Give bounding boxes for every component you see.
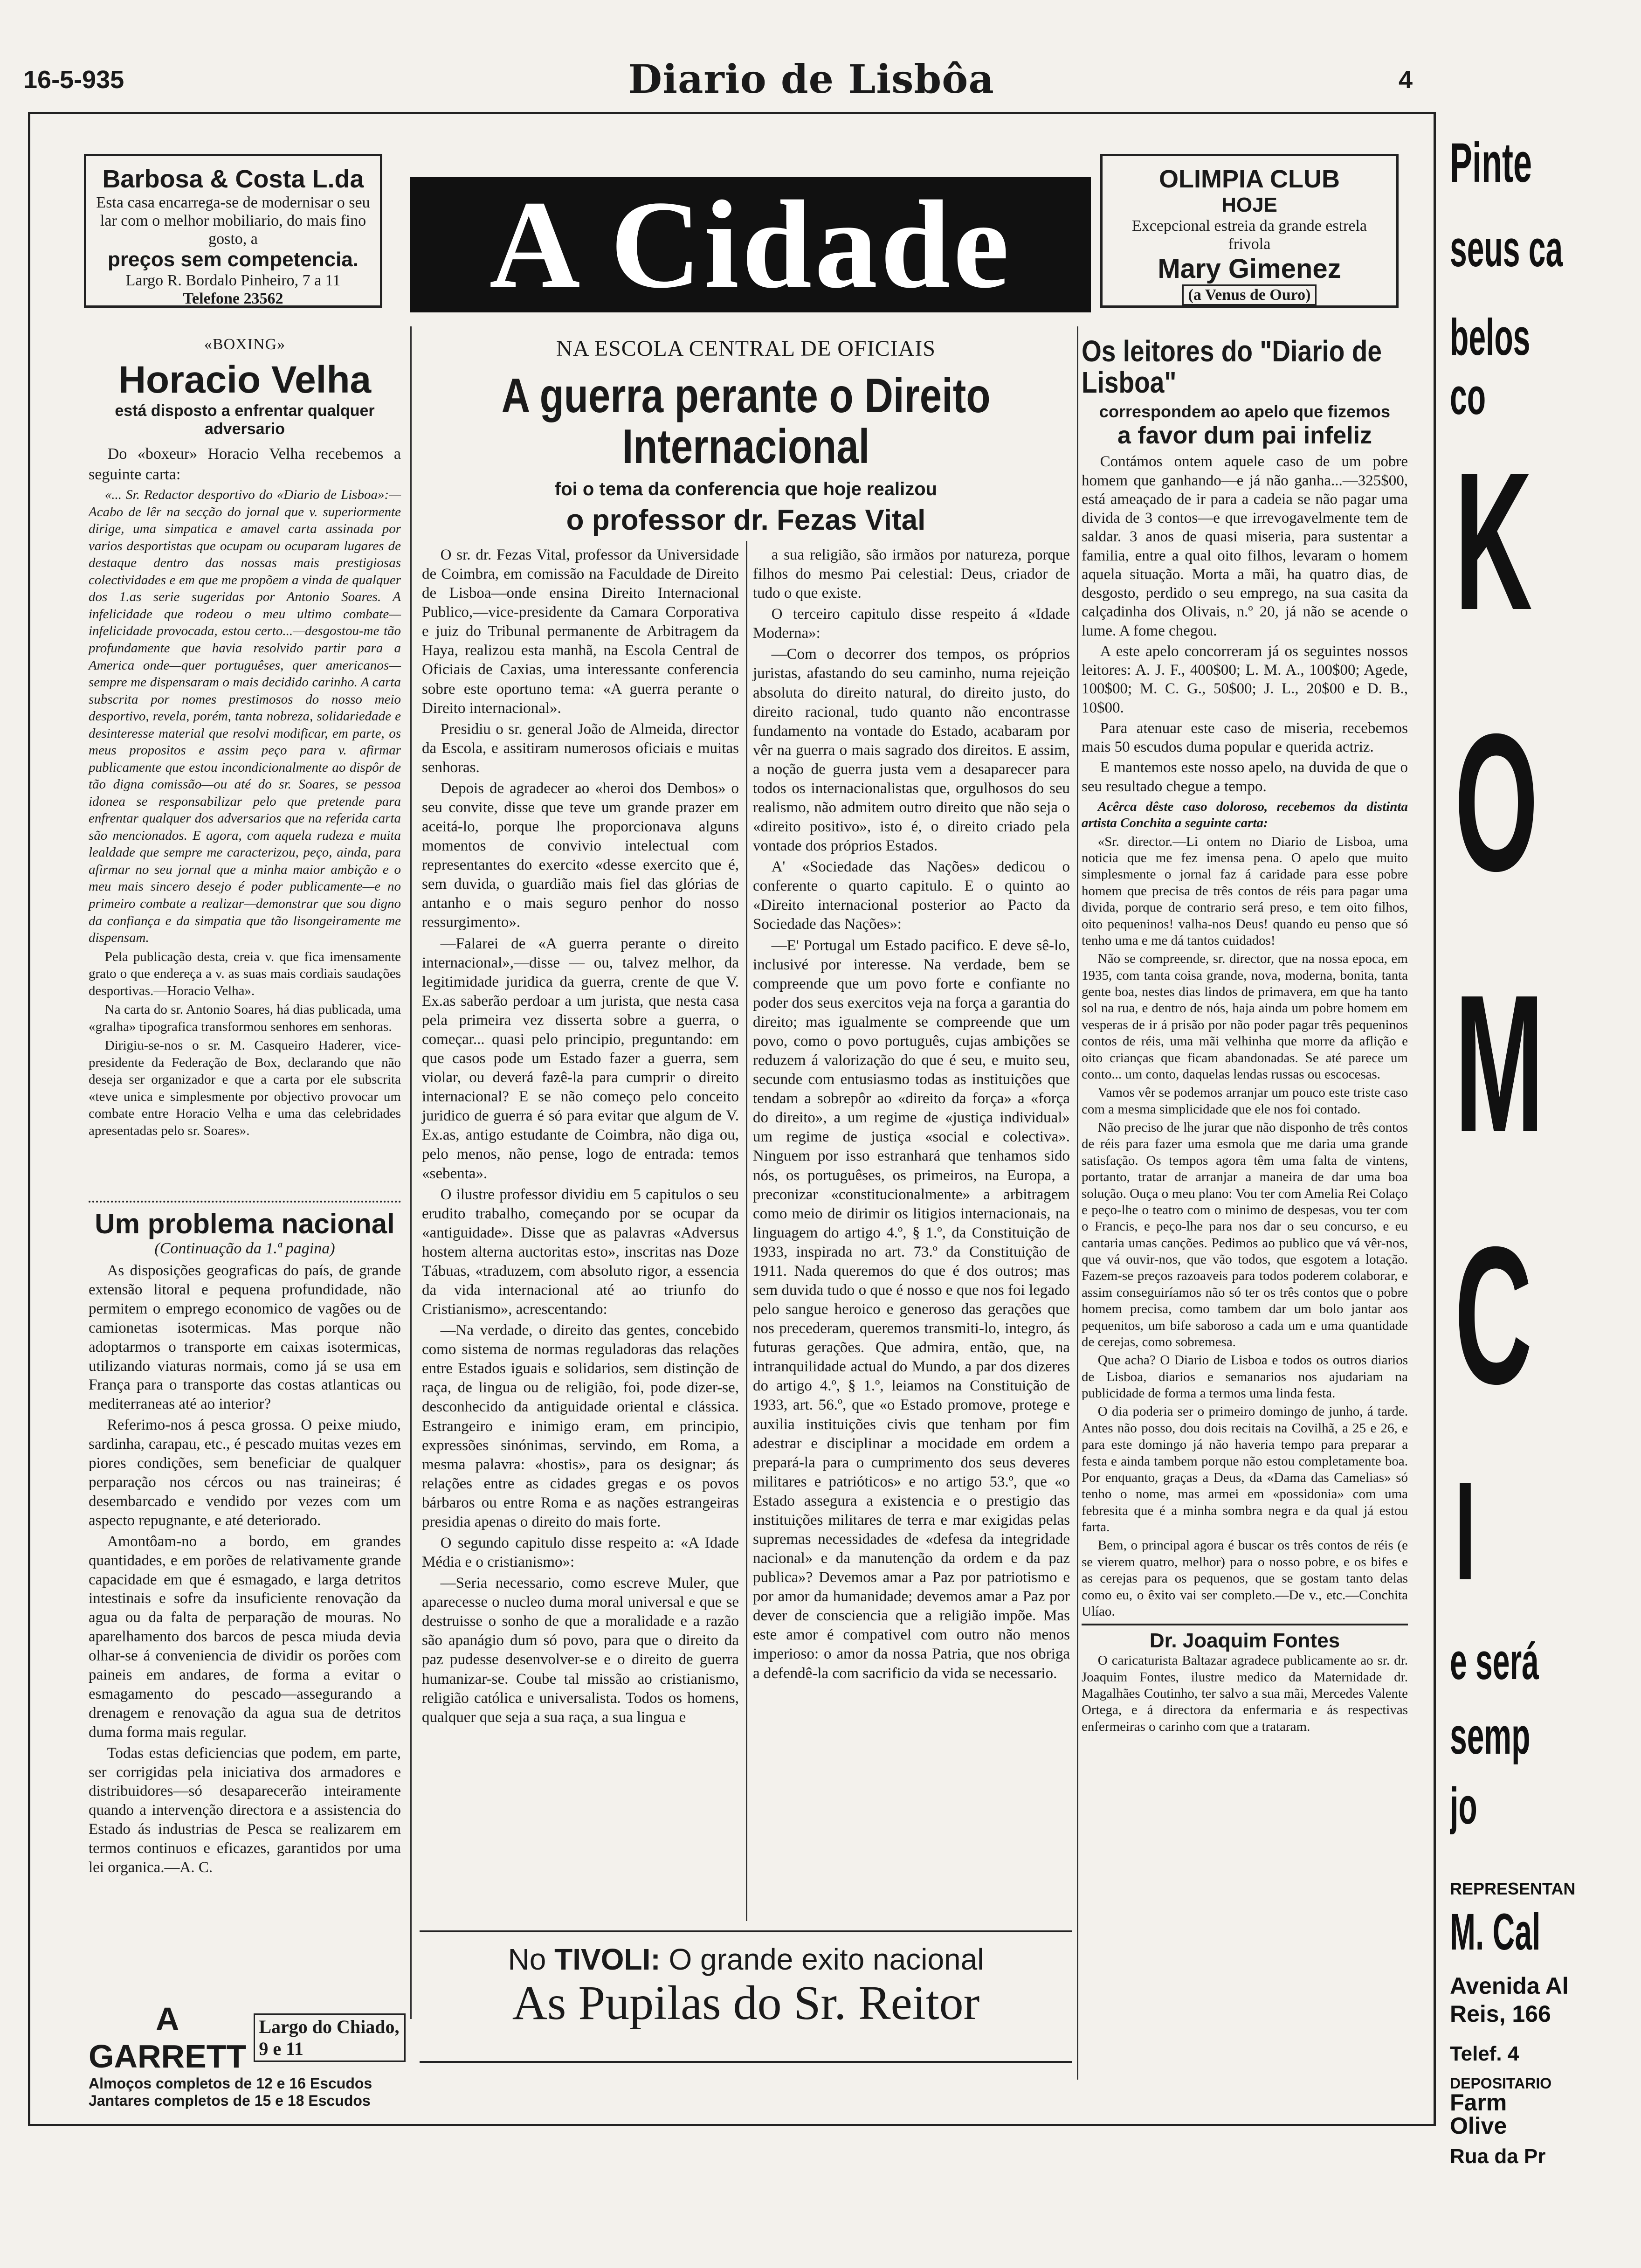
appeal-para-4: E mantemos este nosso apelo, na duvida de que o seu resultado chegue a tempo. — [1082, 759, 1408, 795]
conchita-letter-3: Vamos vêr se podemos arranjar um pouco este triste caso com a mesma simplicidade que ele nos foi contado. — [1082, 1085, 1408, 1117]
tivoli-ad — [420, 1942, 1072, 2030]
lecture-para-l: A' «Sociedade das Nações» dedicou o conferente o quarto capitulo. E o quinto ao «Direito internacional posterior ao Pacto da Sociedade das Nações»: — [753, 858, 1070, 933]
lecture-kicker: NA ESCOLA CENTRAL DE OFICIAIS — [556, 336, 936, 361]
fontes-body — [1082, 1653, 1408, 1735]
ad-barbosa-name: Barbosa & Costa L.da — [102, 165, 364, 193]
ad-olimpia-name: OLIMPIA CLUB — [1159, 165, 1340, 193]
lecture-para-m: —E' Portugal um Estado pacifico. E deve sê-lo, inclusivé por interesse. Na verdade, bem se compreende que um povo forte e confiante no poder dos seus exercitos veja na força a garantia do direito; mas igualmente se compreende que um povo, como o povo português, cujas ambições se reduzem á valorização do que é seu, e muito seu, secunde com entusiasmo todas as instituições que tendam a sobrepôr ao «direito da força» a «força do direito», a um regime de «justiça individual» um regime de justiça «social e colectiva». Ninguem por isso estranhará que tenhamos sido nós, os portuguêses, os primeiros, na Europa, a preconizar «constitucionalmente» a arbitragem como meio de dirimir os litigios internacionais, na linguagem do artigo 4.º, § 1.º, da Constituição de 1933, inspirada no art. 73.º da Constituição de 1911. Nada queremos do que é dos outros; mas sem duvida tudo o que é nosso e que nos foi legado pelo sangue heroico e generoso das gerações que nos precederam, queremos transmiti-lo, integro, ás futuras gerações. Que admira, então, que, na intranquilidade actual do Mundo, a par dos dizeres do artigo 4.º, § 1.º, leiamos na Constituição de 1933, art. 56.º, que «o Estado promove, protege e auxilia instituições civis que tenham por fim adestrar e disciplinar a mocidade em ordem a prepará-la para o cumprimento dos seus deveres militares e patrióticos» e no artigo 53.º, que «o Estado assegura a existencia e o prestigio das instituições militares de terra e mar exigidas pelas supremas necessidades de «defesa da integridade nacional» e da manutenção da ordem e da paz publica»? Devemos amar a Paz por patriotismo e por amor da humanidade; devemos amar a Paz por dever de consciencia que a religião impõe. Mas este amor é compativel com outro não menos imperioso: o amor da nossa Patria, que nos obriga a defendê-la com sacrificio da vida se necessario. — [753, 937, 1070, 1682]
frag-line-s2: semp — [1450, 1708, 1531, 1765]
lecture-para-h: —Seria necessario, como escreve Muler, que aparecesse o nucleo duma moral universal e que se destruisse o sonho de que a moralidade e a razão são apanágio dum só povo, para que o direito da paz pudesse desenvolver-se e o direito de guerra humanizar-se. Coube tal missão ao cristianismo, religião católica e universalista. Todos os homens, qualquer que seja a sua raça, a sua lingua e — [422, 1575, 739, 1726]
frag-letter-k: K — [1455, 432, 1532, 651]
ad-barbosa-line1: Esta casa encarrega-se de modernisar o seu lar com o melhor mobiliario, do mais fino gosto, a — [96, 194, 370, 248]
ad-garrett-address: Largo do Chiado, 9 e 11 — [254, 2013, 406, 2062]
lecture-speaker: o professor dr. Fezas Vital — [566, 504, 926, 537]
frag-letter-o: O — [1455, 693, 1538, 912]
appeal-subheadline: correspondem ao apelo que fizemos — [1099, 402, 1391, 422]
problem-paragraph-1: As disposições geograficas do país, de grande extensão litoral e pequena profundidade, não permitem o emprego economico de vagões ou de camionetas isotermicas. Mas porque não adoptarmos o transporte em caixas isotermicas, utilizando viaturas normais, como já se usa em França para o transporte das costas atlanticas ou mediterraneas até ao interior? — [89, 1262, 401, 1413]
ad-tivoli-tagline: O grande exito nacional — [669, 1943, 984, 1976]
lecture-article — [420, 336, 1072, 537]
problem-continuation: (Continuação da 1.ª pagina) — [154, 1240, 335, 1257]
newspaper-masthead: Diario de Lisbôa — [628, 56, 994, 102]
column-rule-2 — [746, 541, 747, 1921]
problem-paragraph-2: Referimo-nos á pesca grossa. O peixe miudo, sardinha, carapau, etc., é pescado muitas vezes em piores condições, sem beneficiar de qualquer perparação nos cércos ou nas traineiras; é desembarcado e vendido por vezes com um aspecto repugnante, e até deteriorado. — [89, 1417, 401, 1529]
boxing-letter-closing: Pela publicação desta, creia v. que fica imensamente grato o que endereça a v. as suas mais cordiais saudações desportivas.—Horacio Velha». — [89, 949, 401, 998]
frag-olive: Olive — [1450, 2113, 1507, 2136]
lecture-body-right — [753, 546, 1070, 1685]
boxing-letter — [89, 486, 401, 1139]
frag-farm: Farm — [1450, 2089, 1507, 2116]
lecture-para-e: O ilustre professor dividiu em 5 capitulos o seu erudito trabalho, começando por se ocupar da «antiguidade». Disse que as palavras «Adversus hostem alterna auctoritas esto», inscritas nas Doze Tábuas, «traduzem, com absoluto rigor, a essencia da vida internacional até ao triunfo do Cristianismo», acrescentando: — [422, 1186, 739, 1318]
lecture-para-j: O terceiro capitulo disse respeito á «Idade Moderna»: — [753, 606, 1070, 642]
fontes-paragraph: O caricaturista Baltazar agradece publicamente ao sr. dr. Joaquim Fontes, ilustre medico da Maternidade dr. Magalhães Coutinho, ter salvo a sua mãi, Mercedes Valente Ortega, e á directora da enfermaria e ás respectivas enfermeiras o carinho com que a trataram. — [1082, 1653, 1408, 1734]
frag-line-1: Pinte — [1450, 131, 1532, 194]
tivoli-top-rule — [420, 1930, 1072, 1932]
appeal-body — [1082, 452, 1408, 796]
lecture-headline: A guerra perante o Direito Internacional — [501, 369, 991, 474]
frag-line-3: belos co — [1450, 309, 1531, 425]
lecture-para-k: —Com o decorrer dos tempos, os próprios juristas, afastando do seu caminho, numa rejeição absoluta do direito natural, do direito justo, do direito racional, tudo quanto não encontrasse fundamento na vontade do Estado, acabaram por vêr na guerra o mais sagrado dos direitos. E assim, a noção de guerra justa vem a desaparecer para todos os internacionalistas que, orgulhosos do seu realismo, não admitem outro direito que não seja o «direito positivo», isto é, o direito criado pela vontade dos próprios Estados. — [753, 646, 1070, 855]
frag-mcal: M. Cal — [1450, 1903, 1541, 1961]
section-title: A Cidade — [410, 177, 1091, 312]
problem-paragraph-3: Amontôam-no a bordo, em grandes quantidades, e em porões de relativamente grande capacidade em que é esmagado, e larga detritos intestinais e sofre da insuficiente renovação da agua ou da falta de perparação de mouras. No aparelhamento dos barcos de pesca miuda devia olhar-se á conveniencia de dividir os porões com paineis em andares, de forma a evitar o esmagamento do pescado—assegurando a drenagem e renovação da agua sua de detritos duma forma mais regular. — [89, 1533, 401, 1741]
column-rule-1 — [410, 326, 412, 2019]
column-rule-3 — [1077, 326, 1078, 2080]
boxing-article — [89, 336, 401, 1141]
ad-olimpia-note: (a Venus de Ouro) — [1182, 284, 1317, 305]
olimpia-club-ad — [1100, 154, 1399, 308]
garrett-ad — [89, 2000, 406, 2109]
tivoli-bottom-rule — [420, 2061, 1072, 2063]
fontes-headline: Dr. Joaquim Fontes — [1149, 1629, 1340, 1653]
ad-barbosa-line3: Largo R. Bordalo Pinheiro, 7 a 11 — [125, 272, 341, 290]
boxing-kicker: «BOXING» — [204, 336, 286, 353]
appeal-headline: Os leitores do "Diario de Lisboa" — [1082, 334, 1382, 400]
frag-rua: Rua da Pr — [1450, 2145, 1546, 2168]
lecture-para-b: Presidiu o sr. general João de Almeida, director da Escola, e assitiram numerosos oficiais e muitas senhoras. — [422, 720, 739, 776]
problem-headline: Um problema nacional — [95, 1208, 395, 1239]
ad-barbosa-line2: preços sem competencia. — [107, 248, 359, 271]
ad-olimpia-star: Mary Gimenez — [1158, 254, 1341, 284]
frag-letter-i: I — [1455, 1452, 1476, 1609]
conchita-letter-6: O dia poderia ser o primeiro domingo de junho, á tarde. Antes não posso, dou dois recitais na Covilhã, a 25 e 26, e para este domingo já não haveria tempo para preparar a festa e ainda tambem porque não estou completamente boa. Por enquanto, graças a Deus, da «Dama das Camelias» só tenho o nome, mas armei em «possidonia» com uma febresita que é a minha sombra negra e da qual já estou farta. — [1082, 1404, 1408, 1535]
conchita-intro: Acêrca dêste caso doloroso, recebemos da distinta artista Conchita a seguinte carta: — [1082, 799, 1408, 831]
problem-article — [89, 1208, 401, 1879]
lecture-para-f: —Na verdade, o direito das gentes, concebido como sistema de normas reguladoras das relações entre Estados iguais e solidarios, sem distinção de raça, de lingua ou de religião, foi, pode dizer-se, desconhecido da antiguidade oriental e clássica. Estrangeiro e inimigo eram, em principio, expressões sinónimas, servindo, em Roma, a mesma palavra: «hostis», para os designar; ás relações entre as cidades gregas e os povos bárbaros ou entre Roma e as nações estrangeiras presidia apenas o direito do mais forte. — [422, 1322, 739, 1530]
conchita-letter-5: Que acha? O Diario de Lisboa e todos os outros diarios de Lisboa, diarios e semanarios nos ajudariam na publicidade de forma a termos uma linda festa. — [1082, 1353, 1408, 1401]
lecture-para-i: a sua religião, são irmãos por natureza, porque filhos do mesmo Pai celestial: Deus, criador de tudo o que existe. — [753, 546, 1070, 602]
boxing-subheadline: está disposto a enfrentar qualquer adversario — [115, 402, 375, 438]
problem-paragraph-4: Todas estas deficiencias que podem, em parte, ser corrigidas pela iniciativa dos armadores e distribuidores—só desaparecerão inteiramente quando a intervenção directora e a assistencia do Estado ás industrias de Pesca se realizarem em termos continuos e eficazes, garantidos por uma lei organica.—A. C. — [89, 1744, 401, 1876]
appeal-para-3: Para atenuar este caso de miseria, recebemos mais 50 escudos duma popular e querida actriz. — [1082, 719, 1408, 756]
boxing-intro — [89, 444, 401, 484]
ad-tivoli-pre: No — [508, 1943, 546, 1976]
problem-body — [89, 1261, 401, 1877]
lecture-para-d: —Falarei de «A guerra perante o direito internacional»,—disse — ou, talvez melhor, da legitimidade juridica da guerra, crente de que V. Ex.as saberão perdoar a um jurista, que nesta casa pela primeira vez disserta sobre a guerra, o começar... quasi pelo principio, preguntando: em que casos pode um Estado fazer a guerra, sem violar, ou deverá fazê-la para cumprir o direito internacional? E se não começo pelo conceito juridico de guerra é só para evitar que algum de V. Ex.as, antigo estudante de Coimbra, não diga ou, pelo menos, não pense, logo de entrada: temos «sebenta». — [422, 935, 739, 1182]
frag-line-2: seus ca — [1450, 220, 1563, 277]
boxing-note-2: Dirigiu-se-nos o sr. M. Casqueiro Haderer, vice-presidente da Federação de Box, declarando que não deseja ser organizador e que a carta por ele subscrita «teve unica e simplesmente por objectivo provocar um combate entre Horacio Velha e uma das celebridades apresentadas pelo sr. Soares». — [89, 1038, 401, 1138]
conchita-letter — [1082, 799, 1408, 1620]
ad-garrett-name: A GARRETT — [89, 2001, 247, 2074]
ad-barbosa-line4: Telefone 23562 — [183, 290, 283, 308]
frag-reis: Reis, 166 — [1450, 2001, 1551, 2027]
page-number: 4 — [1399, 66, 1413, 94]
conchita-letter-2: Não se compreende, sr. director, que na nossa epoca, em 1935, com tanta coisa grande, nova, moderna, bonita, tanta gente boa, nestes dias lindos de primavera, em que ha tanto sol na rua, e dentro de nós, haja ainda um pobre homem em vesperas de ir á prisão por não poder pagar três pequeninos contos de réis, uma mãi velhinha que morre da aflição e oito crianças que ficam abandonadas. Se até parece um conto... um conto, daquelas lendas russas ou escocesas. — [1082, 951, 1408, 1082]
ad-olimpia-when: HOJE — [1221, 194, 1277, 216]
conchita-letter-7: Bem, o principal agora é buscar os três contos de réis (e se vierem quatro, melhor) para o nosso pobre, e os bifes e as cerejas para os pequenos, que se gostam tanto delas como eu, o êxito vai ser completo.—De v., etc.—Conchita Ulíao. — [1082, 1538, 1408, 1619]
boxing-headline: Horacio Velha — [118, 359, 372, 401]
frag-avenida: Avenida Al — [1450, 1973, 1569, 1999]
boxing-note-1: Na carta do sr. Antonio Soares, há dias publicada, uma «gralha» tipografica transformou senhores em senhoras. — [89, 1002, 401, 1034]
conchita-letter-1: «Sr. director.—Li ontem no Diario de Lisboa, uma noticia que me fez imensa pena. O apelo que muito simplesmente o jornal faz á caridade para esse pobre homem que precisa de três contos de réis para pagar uma divida, porque de contrario será preso, e tem oito filhos, oito pequeninos! valha-nos Deus! quando eu penso que só tenho uma e me dá tantos cuidados! — [1082, 834, 1408, 948]
lecture-subheadline: foi o tema da conferencia que hoje realizou — [554, 479, 938, 500]
lecture-para-a: O sr. dr. Fezas Vital, professor da Universidade de Coimbra, em comissão na Faculdade de Direito de Lisboa—onde ensina Direito Internacional Publico,—vice-presidente da Camara Corporativa e juiz do Tribunal permanente de Arbitragem da Haya, realizou esta manhã, na Escola Central de Oficiais de Caxias, uma interessante conferencia sobre este oportuno tema: «A guerra perante o Direito internacional». — [422, 546, 739, 717]
ad-tivoli-name: TIVOLI: — [554, 1943, 661, 1976]
appeal-para-2: A este apelo concorreram já os seguintes nossos leitores: A. J. F., 400$00; L. M. A., 100$00; Agede, 100$00; M. C. G., 50$00; J. L., 20$00 e D. B., 10$00. — [1082, 643, 1408, 716]
frag-depositario: DEPOSITARIO — [1450, 2075, 1552, 2092]
lecture-para-c: Depois de agradecer ao «heroi dos Dembos» o seu convite, disse que teve um grande prazer em aceitá-lo, porque lhe proporcionava alguns momentos de convivio intelectual com representantes do exercito «desse exercito que é, sem duvida, o guardião mais fiel das glórias de antanho e o mais seguro penhor do nosso ressurgimento». — [422, 780, 739, 931]
boxing-intro-text: Do «boxeur» Horacio Velha recebemos a seguinte carta: — [89, 445, 401, 483]
boxing-letter-text: «... Sr. Redactor desportivo do «Diario de Lisboa»:—Acabo de lêr na secção do jornal que v. superiormente dirige, uma simpatica e amavel carta assinada por varios desportistas que ocupam ou ocuparam lugares de destaque dentro das nossas mais prestigiosas colectividades e em que me propõem a vinda de qualquer dos 1.as serie sugeridas por Antonio Soares. A infelicidade que rodeou o meu ultimo combate—infelicidade provocada, estou certo...—desgostou-me tão profundamente que havia resolvido partir para a America onde—quer portuguêses, quer americanos—sempre me dispensaram o mais decidido carinho. A carta subscrita por nomes prestimosos do nosso meio desportivo, revela, porém, tanta nobreza, solidariedade e desinteresse material que resolvi modificar, em parte, os meus propositos e assim peço para v. afirmar publicamente que estou incondicionalmente ao dispôr de tão digna comissão—ou até do sr. Soares, se pessoa idonea se responsabilizar pelo que pretende para enfrentar qualquer dos adversarios que na referida carta são mencionados. E agora, com aquela rudeza e muita lealdade que sempre me caracterizou, peço, ainda, para afirmar no seu jornal que a minha maior ambição e o meu mais sincero desejo é poder publicamente—e no primeiro combate a realizar—demonstrar que sou digno da confiança e da simpatia que tão lisongeiramente me dispensam. — [89, 487, 401, 946]
ad-garrett-dinner: Jantares completos de 15 e 18 Escudos — [89, 2092, 371, 2109]
frag-letter-c: C — [1455, 1206, 1532, 1425]
ad-tivoli-film: As Pupilas do Sr. Reitor — [512, 1976, 980, 2030]
page-date: 16-5-935 — [23, 66, 124, 94]
boxing-divider — [89, 1201, 401, 1203]
frag-line-s3: jo — [1450, 1777, 1477, 1835]
frag-rep: REPRESENTAN — [1450, 1879, 1576, 1898]
readers-appeal-article — [1082, 336, 1408, 1737]
appeal-para-1: Contámos ontem aquele caso de um pobre homem que ganhando—e já não ganha...—325$00, está ameaçado de ir para a cadeia se não pagar uma divida de 3 contos—e que irrevogavelmente tem de saldar. 3 anos de quasi miseria, para sustentar a familia, entre a qual oito filhos, levaram o homem aquela situação. Morta a mãi, ha quatro dias, de desgosto, perdido o seu emprego, na sua casita da calçadinha dos Olivais, n.º 20, já não se acende o lume. A fome chegou. — [1082, 453, 1408, 639]
lecture-body-left — [422, 546, 739, 1729]
barbosa-costa-ad — [84, 154, 382, 308]
fontes-divider — [1082, 1624, 1408, 1625]
appeal-subheadline-2: a favor dum pai infeliz — [1117, 422, 1372, 449]
frag-letter-m: M — [1455, 954, 1544, 1173]
ad-garrett-lunch: Almoços completos de 12 e 16 Escudos — [89, 2075, 372, 2092]
ad-olimpia-desc: Excepcional estreia da grande estrela frivola — [1131, 217, 1367, 253]
frag-line-s1: e será — [1450, 1633, 1539, 1690]
conchita-letter-4: Não preciso de lhe jurar que não disponho de três contos de réis para fazer uma esmola que me daria uma grande satisfação. Os tempos agora têm uma falta de vintens, portanto, tratar de arranjar a maneira de dar uma boa solução. Ouça o meu plano: Vou ter com Amelia Rei Colaço e peço-lhe o teatro com o minimo de despesas, vou ter com o Francis, e peço-lhe para nos dar o seu concurso, e eu cantaria umas canções. Pedimos ao publico que vá vêr-nos, que vá ouvir-nos, que vão todos, que esgotem a lotação. Fazem-se preços razoaveis para todos poderem colaborar, e assim conseguiríamos não só ter os três contos que o pobre homem precisa, como tambem dar um bolo jantar aos pequenitos, um bife saboroso a cada um e uma quantidade de cerejas, como sobremesa. — [1082, 1120, 1408, 1349]
margin-ad-fragment — [1450, 131, 1641, 2136]
frag-telef: Telef. 4 — [1450, 2042, 1519, 2065]
lecture-para-g: O segundo capitulo disse respeito a: «A Idade Média e o cristianismo»: — [422, 1534, 739, 1571]
